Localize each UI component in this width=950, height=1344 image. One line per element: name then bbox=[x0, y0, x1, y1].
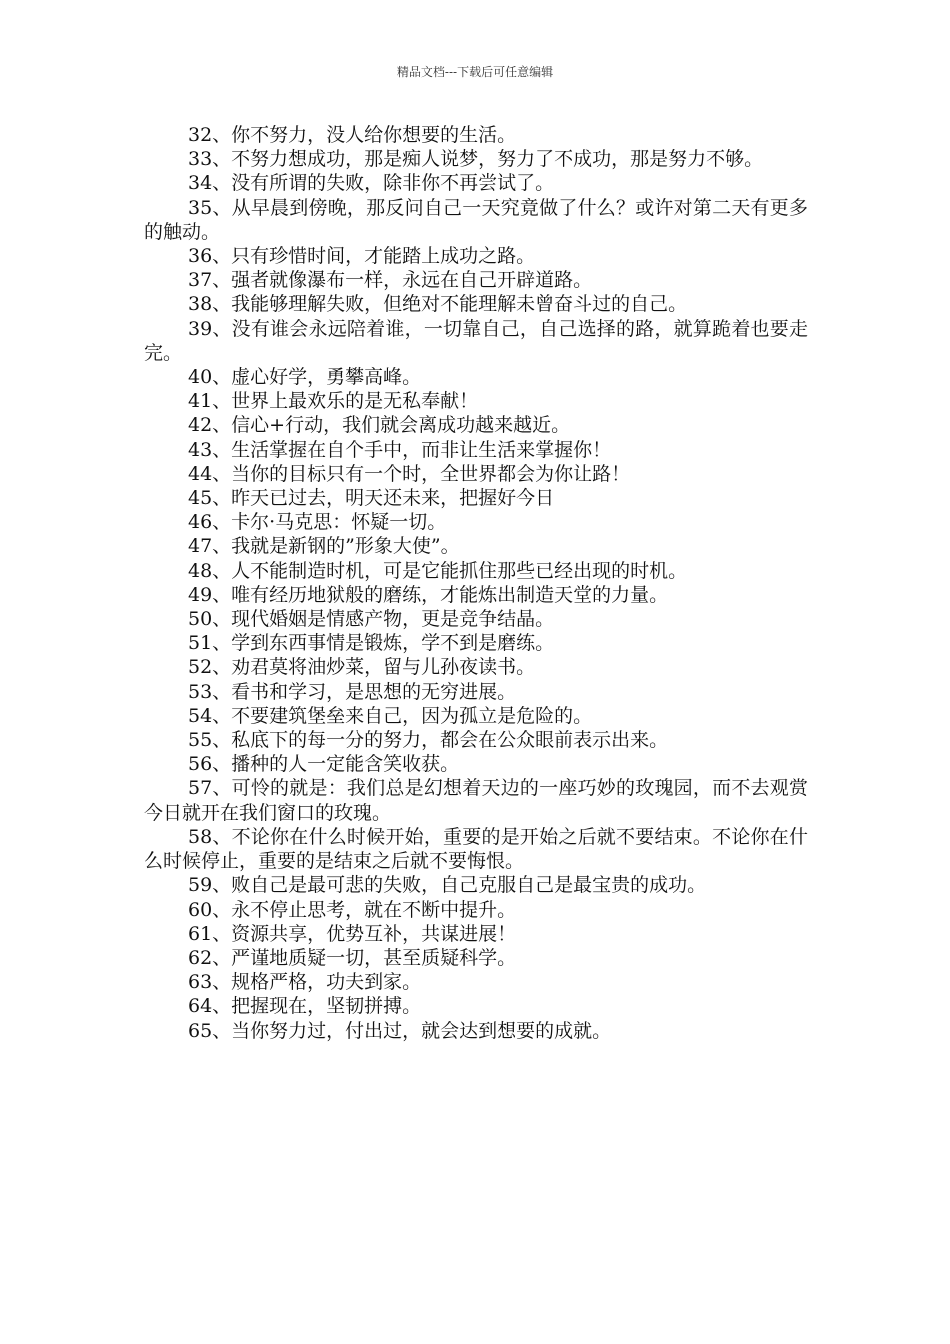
list-item: 64、把握现在，坚韧拼搏。 bbox=[188, 995, 422, 1018]
list-item: 58、不论你在什么时候开始，重要的是开始之后就不要结束。不论你在什么时候停止，重要的是结束之后就不要悔恨。 bbox=[144, 825, 808, 873]
list-item: 43、生活掌握在自个手中，而非让生活来掌握你！ bbox=[188, 438, 612, 461]
list-item: 34、没有所谓的失败，除非你不再尝试了。 bbox=[188, 172, 555, 195]
list-item: 55、私底下的每一分的努力，都会在公众眼前表示出来。 bbox=[188, 729, 669, 752]
list-item: 35、从早晨到傍晚，那反问自己一天究竟做了什么？或许对第二天有更多的触动。 bbox=[144, 196, 808, 243]
list-item: 33、不努力想成功，那是痴人说梦，努力了不成功，那是努力不够。 bbox=[188, 148, 764, 171]
list-item: 36、只有珍惜时间，才能踏上成功之路。 bbox=[188, 245, 536, 268]
page-header: 精品文档---下载后可任意编辑 bbox=[396, 65, 554, 79]
list-item: 61、资源共享，优势互补，共谋进展！ bbox=[188, 922, 517, 945]
list-item: 48、人不能制造时机，可是它能抓住那些已经出现的时机。 bbox=[188, 559, 688, 582]
list-item: 44、当你的目标只有一个时，全世界都会为你让路！ bbox=[188, 462, 631, 485]
list-item: 57、可怜的就是：我们总是幻想着天边的一座巧妙的玫瑰园，而不去观赏今日就开在我们窗口的玫瑰。 bbox=[144, 777, 808, 824]
list-item: 49、唯有经历地狱般的磨练，才能炼出制造天堂的力量。 bbox=[188, 583, 669, 606]
list-item: 53、看书和学习，是思想的无穷进展。 bbox=[188, 680, 517, 703]
list-item: 37、强者就像瀑布一样，永远在自己开辟道路。 bbox=[188, 269, 593, 292]
list-item: 38、我能够理解失败，但绝对不能理解未曾奋斗过的自己。 bbox=[188, 293, 688, 316]
list-item: 62、严谨地质疑一切，甚至质疑科学。 bbox=[188, 946, 517, 969]
list-item: 63、规格严格，功夫到家。 bbox=[188, 971, 422, 994]
list-item: 50、现代婚姻是情感产物，更是竞争结晶。 bbox=[188, 608, 555, 631]
list-item: 45、昨天已过去，明天还未来，把握好今日 bbox=[188, 487, 555, 510]
list-item: 46、卡尔·马克思：怀疑一切。 bbox=[188, 511, 447, 534]
list-item: 47、我就是新钢的”形象大使”。 bbox=[188, 535, 460, 558]
list-item: 65、当你努力过，付出过，就会达到想要的成就。 bbox=[188, 1019, 612, 1042]
list-item: 54、不要建筑堡垒来自己，因为孤立是危险的。 bbox=[188, 704, 593, 727]
list-item: 40、虚心好学，勇攀高峰。 bbox=[188, 366, 422, 389]
list-item: 52、劝君莫将油炒菜，留与儿孙夜读书。 bbox=[188, 656, 536, 679]
list-item: 60、永不停止思考，就在不断中提升。 bbox=[188, 898, 517, 921]
list-item: 51、学到东西事情是锻炼，学不到是磨练。 bbox=[188, 632, 555, 655]
list-item: 59、败自己是最可悲的失败，自己克服自己是最宝贵的成功。 bbox=[188, 874, 707, 897]
list-item: 32、你不努力，没人给你想要的生活。 bbox=[188, 124, 517, 146]
list-item: 41、世界上最欢乐的是无私奉献！ bbox=[188, 390, 479, 413]
document-body bbox=[144, 123, 808, 1043]
list-item: 42、信心+行动，我们就会离成功越来越近。 bbox=[188, 414, 571, 437]
list-item: 39、没有谁会永远陪着谁，一切靠自己，自己选择的路，就算跪着也要走完。 bbox=[144, 317, 808, 364]
list-item: 56、播种的人一定能含笑收获。 bbox=[188, 753, 460, 776]
